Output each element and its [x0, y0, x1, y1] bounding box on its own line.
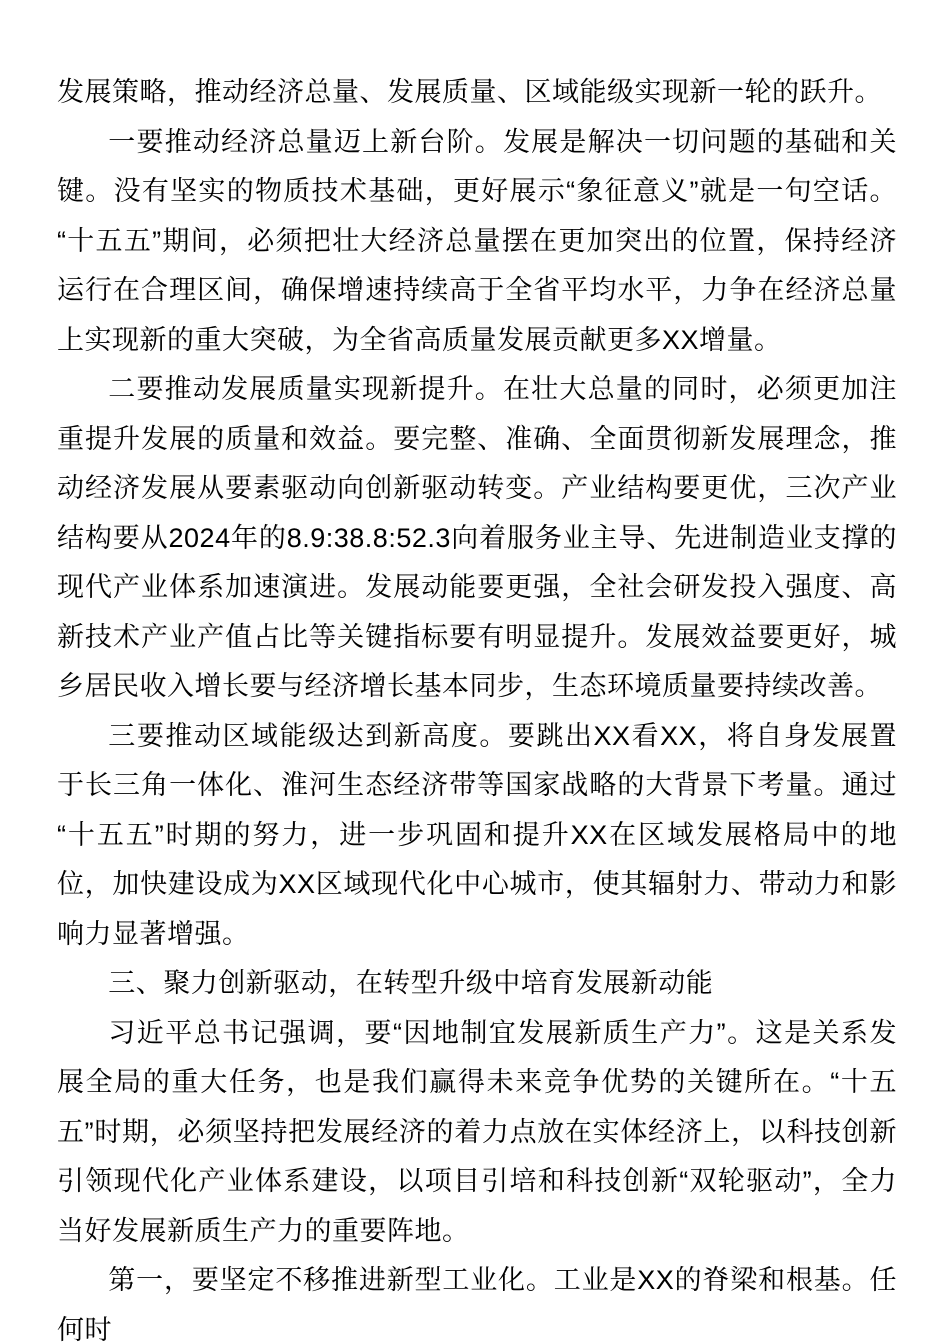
- paragraph-new-productive-forces: 习近平总书记强调，要“因地制宜发展新质生产力”。这是关系发展全局的重大任务，也是我们赢得未来竞争优势的关键所在。“十五五”时期，必须坚持把发展经济的着力点放在实体经济上，以科技创新引领现代化产业体系建设，以项目引培和科技创新“双轮驱动”，全力当好发展新质生产力的重要阵地。: [57, 1017, 897, 1246]
- paragraph-continuation: 发展策略，推动经济总量、发展质量、区域能级实现新一轮的跃升。: [57, 77, 882, 107]
- section-heading-innovation: 三、聚力创新驱动，在转型升级中培育发展新动能: [108, 968, 714, 998]
- paragraph-new-industrialization: 第一，要坚定不移推进新型工业化。工业是XX的脊梁和根基。任何时: [57, 1265, 897, 1344]
- paragraph-regional-level: 三要推动区域能级达到新高度。要跳出XX看XX，将自身发展置于长三角一体化、淮河生态经济带等国家战略的大背景下考量。通过“十五五”时期的努力，进一步巩固和提升XX在区域发展格局中的地位，加快建设成为XX区域现代化中心城市，使其辐射力、带动力和影响力显著增强。: [57, 720, 897, 949]
- paragraph-development-quality: 二要推动发展质量实现新提升。在壮大总量的同时，必须更加注重提升发展的质量和效益。要完整、准确、全面贯彻新发展理念，推动经济发展从要素驱动向创新驱动转变。产业结构要更优，三次产业结构要从2024年的8.9:38.8:52.3向着服务业主导、先进制造业支撑的现代产业体系加速演进。发展动能要更强，全社会研发投入强度、高新技术产业产值占比等关键指标要有明显提升。发展效益要更好，城乡居民收入增长要与经济增长基本同步，生态环境质量要持续改善。: [57, 374, 897, 701]
- paragraph-economic-total: 一要推动经济总量迈上新台阶。发展是解决一切问题的基础和关键。没有坚实的物质技术基础，更好展示“象征意义”就是一句空话。“十五五”期间，必须把壮大经济总量摆在更加突出的位置，保持经济运行在合理区间，确保增速持续高于全省平均水平，力争在经济总量上实现新的重大突破，为全省高质量发展贡献更多XX增量。: [57, 126, 897, 355]
